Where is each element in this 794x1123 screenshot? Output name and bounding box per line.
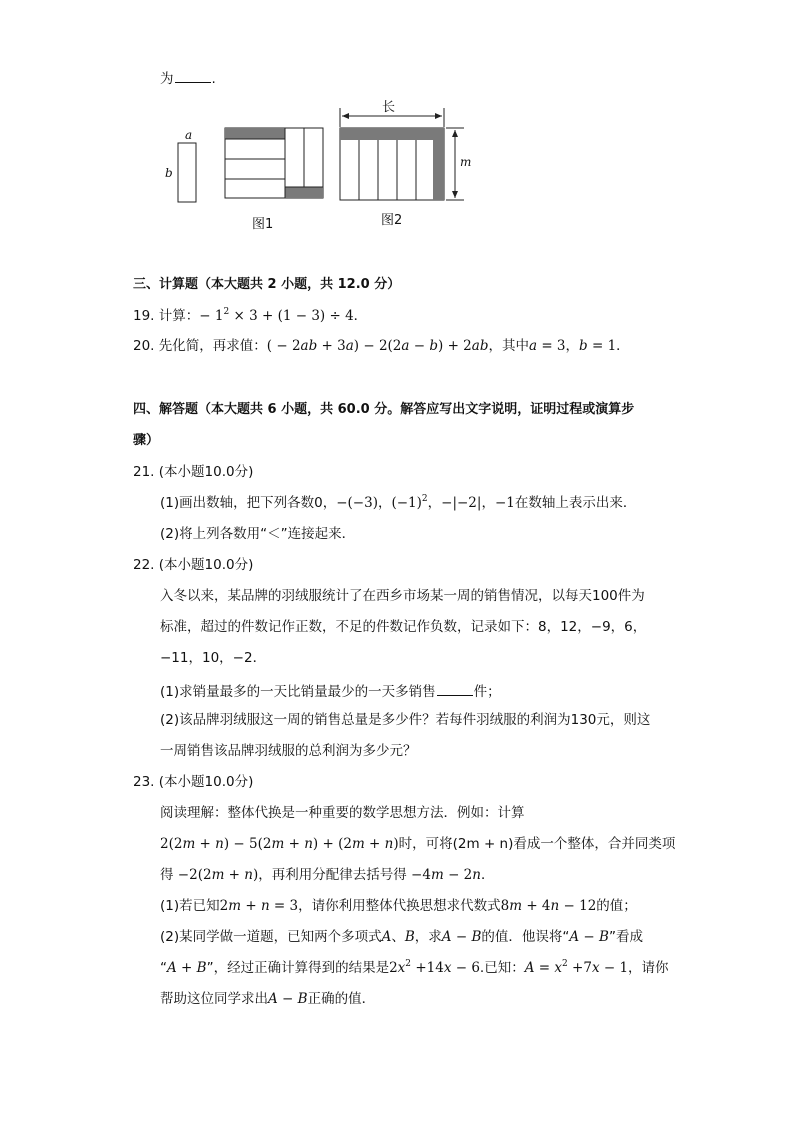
figure-diagram <box>0 90 794 330</box>
q23-expression: 2(2m + n) − 5(2m + n) + (2m + n) <box>160 836 399 852</box>
q23-line4 <box>160 900 637 914</box>
q23-line4-c: 的值； <box>596 898 637 914</box>
shaded-l-top <box>340 128 444 140</box>
q23-target: 8m + 4n − 12 <box>500 898 597 914</box>
q21-part2: (2)将上列各数用“＜”连接起来． <box>160 526 356 542</box>
q22-header <box>133 559 253 573</box>
q21-score: (本小题10.0分) <box>158 464 254 480</box>
q23-line5-c: 的值．他误将“ <box>481 929 570 945</box>
q22-num: 22. <box>133 557 155 573</box>
q23-line5 <box>160 931 643 945</box>
q22-line5: (2)该品牌羽绒服这一周的销售总量是多少件？若每件羽绒服的利润为130元，则这 <box>160 712 651 728</box>
label-m: m <box>460 155 472 169</box>
q23-a-plus-b: A + B <box>167 960 207 976</box>
label-long: 长 <box>382 100 396 115</box>
q23-wrong-result: $2x^2 +14x - 6$ <box>389 959 480 976</box>
q23-a-minus-b-quoted: A − B <box>569 929 609 945</box>
q19-expression: − $1^2 \times 3 + (1 - 3) \div 4$． <box>199 307 368 324</box>
q23-line5-b: ，求 <box>414 929 442 945</box>
q22-score: (本小题10.0分) <box>158 557 254 573</box>
answer-blank <box>175 70 211 83</box>
q21-header <box>133 466 253 480</box>
q20 <box>133 340 630 354</box>
q23-line6 <box>160 959 669 976</box>
q20-values: a = 3，b = 1． <box>528 338 630 354</box>
figure-1 <box>225 128 323 198</box>
q23-line3-a: 得 <box>160 867 174 883</box>
q20-expression: ( − 2ab + 3a) − 2(2a − b) + 2ab <box>266 338 489 354</box>
q21-numbers: −(−3)，$(-1)^2$，−|−2|，−1 <box>336 494 515 511</box>
fill-suffix: . <box>211 71 216 87</box>
q23-num: 23. <box>133 774 155 790</box>
q23-line7 <box>160 993 375 1007</box>
q21-part1-tail: 在数轴上表示出来． <box>514 495 637 511</box>
q22-line6: 一周销售该品牌羽绒服的总利润为多少元？ <box>160 743 417 759</box>
q23-line4-b: ，请你利用整体代换思想求代数式 <box>298 898 501 914</box>
q23-given: 2m + n = 3 <box>219 898 299 914</box>
q19-text: 计算： <box>158 308 200 324</box>
q21-part1-text: (1)画出数轴，把下列各数0， <box>160 495 337 511</box>
q23-ab: A、B <box>381 929 415 945</box>
q23-line6-b: ”，经过正确计算得到的结果是 <box>206 960 390 976</box>
q23-line1: 阅读理解：整体代换是一种重要的数学思想方法．例如：计算 <box>160 805 525 821</box>
q23-combined: −2(2m + n) <box>173 867 259 883</box>
shaded-bar-bottom <box>285 187 323 198</box>
q23-line6-c: .已知： <box>479 960 525 976</box>
shaded-l-side <box>433 128 444 200</box>
q22-line3: −11，10，−2． <box>160 650 267 666</box>
label-b: b <box>165 166 173 180</box>
q23-score: (本小题10.0分) <box>158 774 254 790</box>
q20-num: 20. <box>133 338 155 354</box>
q22-line4-b: 件； <box>473 684 501 700</box>
shaded-bar-top <box>225 128 285 139</box>
q23-line7-b: 正确的值． <box>307 991 376 1007</box>
q23-a-value: $A = x^2 +7x - 1$ <box>524 959 629 976</box>
q22-line2: 标准，超过的件数记作正数，不足的件数记作负数，记录如下：8，12，−9，6， <box>160 619 647 635</box>
q23-a-minus-b-final: A − B <box>268 991 308 1007</box>
label-a: a <box>185 128 193 142</box>
q19-num: 19. <box>133 308 155 324</box>
caption-fig2: 图2 <box>381 213 403 228</box>
caption-fig1: 图1 <box>252 217 274 232</box>
small-rect <box>178 143 196 202</box>
q21-num: 21. <box>133 464 155 480</box>
q22-line1: 入冬以来，某品牌的羽绒服统计了在西乡市场某一周的销售情况，以每天100件为 <box>160 588 645 604</box>
q23-line4-a: (1)若已知 <box>160 898 220 914</box>
q23-result: −4m − 2n． <box>406 867 495 883</box>
fill-in-line <box>160 70 216 87</box>
q23-a-minus-b: A − B <box>441 929 482 945</box>
section4-heading-line2: 骤） <box>133 433 160 448</box>
q23-line5-d: ”看成 <box>608 929 643 945</box>
q23-line3-b: ，再利用分配律去括号得 <box>258 867 407 883</box>
q20-tail: ，其中 <box>488 338 529 354</box>
q20-text: 先化简，再求值： <box>158 338 267 354</box>
section3-heading: 三、计算题（本大题共 2 小题，共 12.0 分） <box>133 277 401 292</box>
q23-line5-a: (2)某同学做一道题，已知两个多项式 <box>160 929 382 945</box>
fill-prefix: 为 <box>160 71 174 87</box>
q23-header <box>133 776 253 790</box>
figure-2 <box>340 108 464 200</box>
q23-line3 <box>160 869 494 883</box>
section4-heading-line1: 四、解答题（本大题共 6 小题，共 60.0 分。解答应写出文字说明，证明过程或演算步 <box>133 402 635 417</box>
q21-part1 <box>160 494 637 511</box>
q23-line6-d: ，请你 <box>628 960 669 976</box>
answer-blank <box>437 683 473 696</box>
q23-line6-a: “ <box>160 960 167 976</box>
q19 <box>133 307 368 324</box>
q22-line4 <box>160 683 501 700</box>
q23-line2 <box>160 838 675 852</box>
q23-line2-tail: 时，可将(2m + n)看成一个整体，合并同类项 <box>398 836 676 852</box>
q22-line4-a: (1)求销量最多的一天比销量最少的一天多销售 <box>160 684 436 700</box>
q23-line7-a: 帮助这位同学求出 <box>160 991 268 1007</box>
